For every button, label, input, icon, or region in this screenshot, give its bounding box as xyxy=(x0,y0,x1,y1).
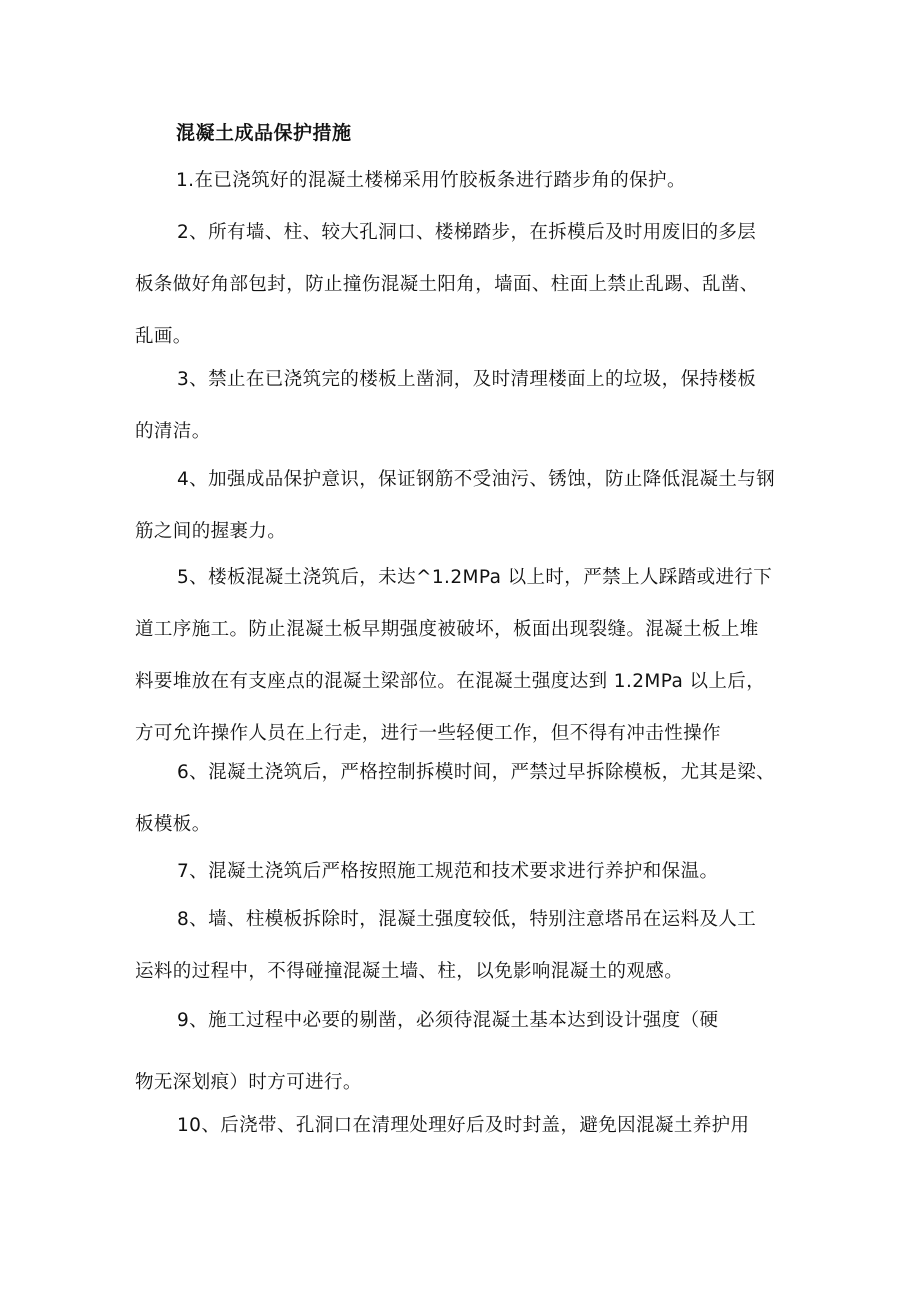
paragraph-line: 乱画。 xyxy=(135,326,192,347)
paragraph-10 xyxy=(177,1100,749,1152)
paragraph-line: 5、楼板混凝土浇筑后，未达^1.2MPa 以上时，严禁上人踩踏或进行下 xyxy=(177,567,773,588)
paragraph-line: 道工序施工。防止混凝土板早期强度被破坏，板面出现裂缝。混凝土板上堆 xyxy=(135,619,759,640)
paragraph-9 xyxy=(135,995,718,1109)
paragraph-line: 方可允许操作人员在上行走，进行一些轻便工作，但不得有冲击性操作 xyxy=(135,723,721,744)
paragraph-line: 3、禁止在已浇筑完的楼板上凿洞，及时清理楼面上的垃圾，保持楼板 xyxy=(177,369,757,390)
paragraph-line: 9、施工过程中必要的剔凿，必须待混凝土基本达到设计强度（硬 xyxy=(177,1010,719,1031)
document-title: 混凝土成品保护措施 xyxy=(176,122,352,144)
paragraph-3 xyxy=(135,354,756,458)
paragraph-5 xyxy=(135,552,772,760)
paragraph-line: 料要堆放在有支座点的混凝土梁部位。在混凝土强度达到 1.2MPa 以上后， xyxy=(135,671,766,692)
paragraph-4 xyxy=(135,454,775,558)
paragraph-line: 10、后浇带、孔洞口在清理处理好后及时封盖，避免因混凝土养护用 xyxy=(177,1115,750,1136)
paragraph-8 xyxy=(135,894,756,998)
paragraph-6 xyxy=(135,747,775,851)
paragraph-line: 1.在已浇筑好的混凝土楼梯采用竹胶板条进行踏步角的保护。 xyxy=(176,170,686,191)
paragraph-line: 的清洁。 xyxy=(135,421,211,442)
paragraph-line: 运料的过程中，不得碰撞混凝土墙、柱，以免影响混凝土的观感。 xyxy=(135,961,684,982)
paragraph-line: 8、墙、柱模板拆除时，混凝土强度较低，特别注意塔吊在运料及人工 xyxy=(177,909,757,930)
paragraph-line: 板模板。 xyxy=(135,814,211,835)
paragraph-2 xyxy=(135,207,759,363)
paragraph-line: 4、加强成品保护意识，保证钢筋不受油污、锈蚀，防止降低混凝土与钢 xyxy=(177,469,776,490)
paragraph-line: 2、所有墙、柱、较大孔洞口、楼梯踏步，在拆模后及时用废旧的多层 xyxy=(177,222,757,243)
paragraph-1 xyxy=(176,155,686,207)
paragraph-line: 7、混凝土浇筑后严格按照施工规范和技术要求进行养护和保温。 xyxy=(177,861,719,882)
paragraph-line: 6、混凝土浇筑后，严格控制拆模时间，严禁过早拆除模板，尤其是梁、 xyxy=(177,762,776,783)
paragraph-7 xyxy=(177,846,718,898)
paragraph-line: 板条做好角部包封，防止撞伤混凝土阳角，墙面、柱面上禁止乱踢、乱凿、 xyxy=(135,274,759,295)
paragraph-line: 筋之间的握裹力。 xyxy=(135,521,287,542)
paragraph-line: 物无深划痕）时方可进行。 xyxy=(135,1072,362,1093)
